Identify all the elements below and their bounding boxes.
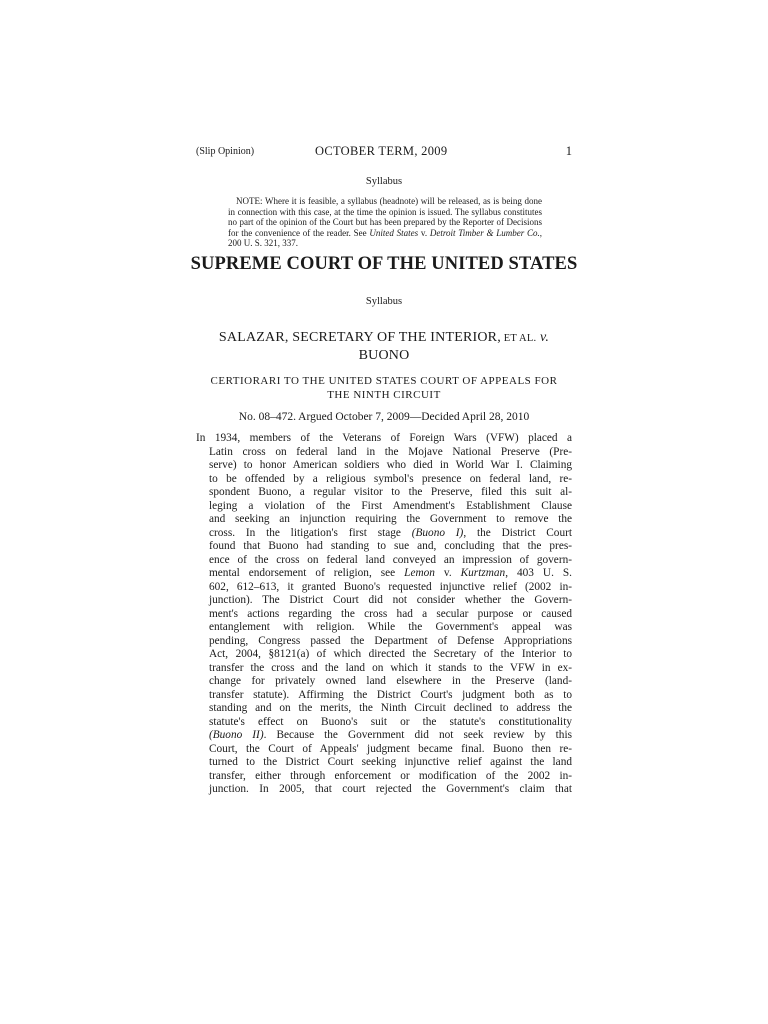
body-line: (Buono II). Because the Government did not seek review by this bbox=[209, 729, 572, 741]
term-label: OCTOBER TERM, 2009 bbox=[315, 144, 448, 158]
note-italic-2: Detroit Timber & Lumber Co. bbox=[429, 227, 540, 238]
note-text-3: , 200 U. S. 321, 337. bbox=[228, 227, 543, 249]
syllabus-heading: Syllabus bbox=[365, 176, 403, 187]
note-text-1: NOTE: Where it is feasible, a syllabus (headnote) will be released, as is being done in connection with this case, at the time the opinion is issued. The syllabus constitutes no part of the opinion of the Court but has been prepared by the Reporter of Decisions for the convenience of the reader. See bbox=[228, 196, 542, 238]
note-text-2: v. bbox=[418, 227, 430, 238]
body-line: cross. In the litigation's first stage (Buono I), the District Court bbox=[209, 526, 572, 539]
body-line: statute's effect on Buono's suit or the statute's constitutionality bbox=[209, 715, 572, 728]
body-line: Act, 2004, §8121(a) of which directed the Secretary of the Interior to bbox=[209, 648, 572, 660]
body-line: junction). The District Court did not consider whether the Govern- bbox=[209, 594, 572, 606]
syllabus-subheading: Syllabus bbox=[365, 296, 403, 307]
body-line: transfer the cross and the land on which it stands to the VFW in ex- bbox=[209, 661, 572, 674]
body-line: 602, 612–613, it granted Buono's requested injunctive relief (2002 in- bbox=[209, 580, 572, 593]
body-line: In 1934, members of the Veterans of Foreign Wars (VFW) placed a bbox=[196, 432, 572, 444]
page-number: 1 bbox=[565, 144, 572, 158]
body-line: and seeking an injunction requiring the Government to remove the bbox=[209, 513, 572, 525]
syllabus-body bbox=[196, 432, 572, 797]
body-line: Latin cross on federal land in the Mojave National Preserve (Pre- bbox=[209, 445, 572, 458]
certiorari-line bbox=[196, 374, 572, 402]
body-line: mental endorsement of religion, see Lemon v. Kurtzman, 403 U. S. bbox=[209, 567, 572, 579]
body-line: pending, Congress passed the Department of Defense Appropriations bbox=[209, 634, 572, 647]
caption-et-al: ET AL. bbox=[500, 333, 537, 344]
caption-respondent: BUONO bbox=[358, 348, 410, 363]
caption-parties: SALAZAR, SECRETARY OF THE INTERIOR, bbox=[218, 330, 501, 345]
certiorari-line-2: THE NINTH CIRCUIT bbox=[327, 389, 441, 401]
running-header bbox=[196, 144, 572, 160]
case-caption bbox=[190, 329, 578, 364]
body-line: ence of the cross on federal land conveyed an impression of govern- bbox=[209, 553, 572, 566]
body-line: Court, the Court of Appeals' judgment became final. Buono then re- bbox=[209, 742, 572, 755]
body-line: leging a violation of the First Amendment's Establishment Clause bbox=[209, 499, 572, 512]
body-line: junction. In 2005, that court rejected the Government's claim that bbox=[209, 783, 572, 795]
body-line: to be offended by a religious symbol's presence on federal land, re- bbox=[209, 472, 572, 485]
body-line: standing and on the merits, the Ninth Circuit declined to address the bbox=[209, 702, 572, 714]
docket-line: No. 08–472. Argued October 7, 2009—Decided April 28, 2010 bbox=[238, 411, 530, 423]
body-line: ment's actions regarding the cross had a secular purpose or caused bbox=[209, 607, 572, 620]
body-line: transfer, either through enforcement or modification of the 2002 in- bbox=[209, 769, 572, 782]
body-line: serve) to honor American soldiers who died in World War I. Claiming bbox=[209, 459, 572, 471]
body-line: turned to the District Court seeking injunctive relief against the land bbox=[209, 756, 572, 768]
reporter-note bbox=[228, 196, 542, 249]
caption-versus: v. bbox=[536, 330, 550, 345]
body-line: entanglement with religion. While the Government's appeal was bbox=[209, 621, 572, 633]
court-title: SUPREME COURT OF THE UNITED STATES bbox=[190, 254, 578, 274]
body-line: transfer statute). Affirming the District Court's judgment both as to bbox=[209, 688, 572, 701]
certiorari-line-1: CERTIORARI TO THE UNITED STATES COURT OF APPEALS FOR bbox=[210, 375, 558, 387]
body-line: change for privately owned land elsewhere in the Preserve (land- bbox=[209, 675, 572, 687]
body-line: found that Buono had standing to sue and, concluding that the pres- bbox=[209, 540, 572, 552]
note-italic-1: United States bbox=[369, 227, 419, 238]
body-line: spondent Buono, a regular visitor to the Preserve, filed this suit al- bbox=[209, 486, 572, 498]
slip-opinion-label: (Slip Opinion) bbox=[196, 146, 255, 157]
